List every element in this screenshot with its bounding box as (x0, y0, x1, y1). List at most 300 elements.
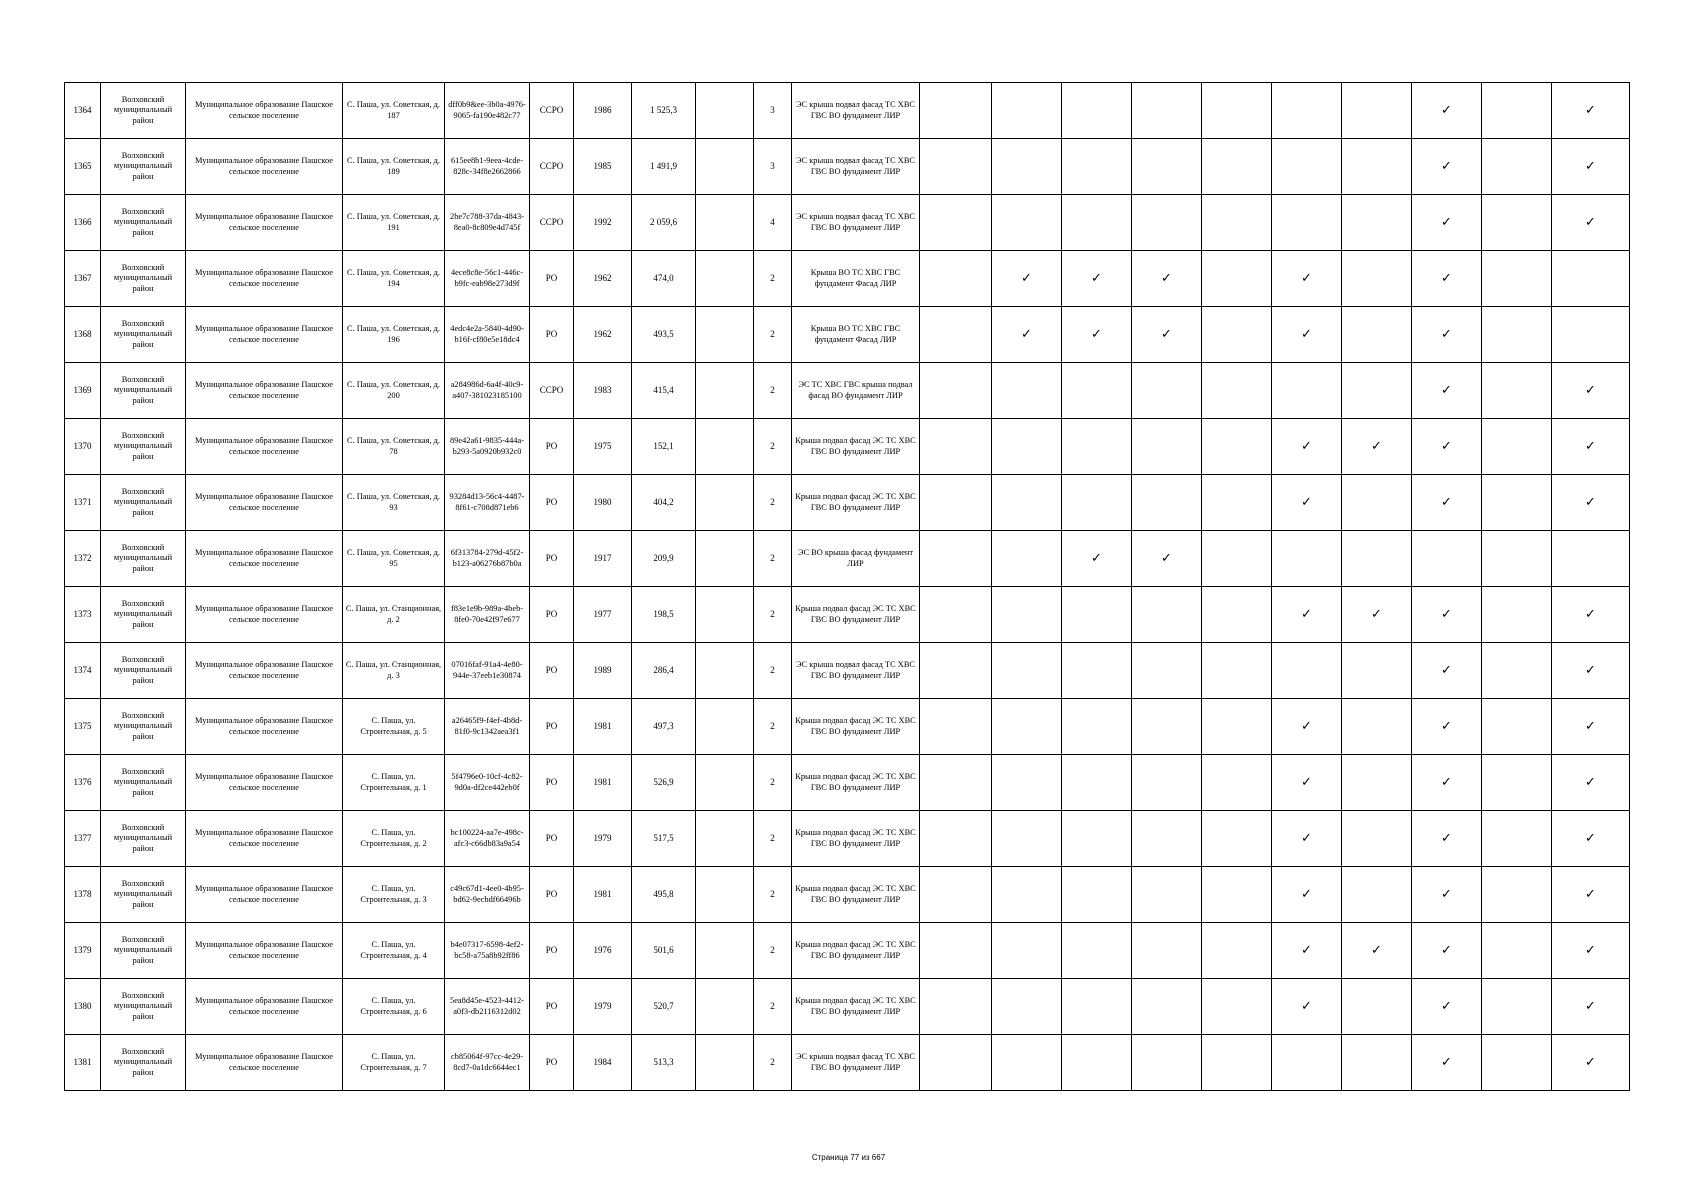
district-cell: Волховский муниципальный район (101, 755, 186, 811)
work-check-6 (1272, 251, 1342, 307)
floors-cell: 2 (754, 307, 792, 363)
fund-type-cell: РО (530, 587, 574, 643)
work-check-5 (1202, 531, 1272, 587)
table-row (65, 251, 1630, 307)
fund-type-cell: РО (530, 643, 574, 699)
work-check-8 (1412, 195, 1482, 251)
area-cell: 501,6 (632, 923, 696, 979)
work-check-8 (1412, 83, 1482, 139)
row-number: 1372 (65, 531, 101, 587)
empty-cell (696, 531, 754, 587)
work-check-7 (1342, 643, 1412, 699)
work-check-7 (1342, 979, 1412, 1035)
check-mark-icon: ✓ (1585, 774, 1596, 790)
work-check-7 (1342, 419, 1412, 475)
empty-cell (696, 979, 754, 1035)
work-check-9 (1482, 1035, 1552, 1091)
work-check-3 (1062, 83, 1132, 139)
works-cell: Крыша подвал фасад ЭС ТС ХВС ГВС ВО фундамент ЛИР (792, 419, 920, 475)
work-check-6 (1272, 1035, 1342, 1091)
address-cell: С. Паша, ул. Советская, д. 200 (343, 363, 445, 419)
work-check-5 (1202, 475, 1272, 531)
work-check-7 (1342, 923, 1412, 979)
work-check-4 (1132, 1035, 1202, 1091)
row-number: 1376 (65, 755, 101, 811)
check-mark-icon: ✓ (1441, 382, 1452, 398)
work-check-8 (1412, 979, 1482, 1035)
empty-cell (696, 307, 754, 363)
empty-cell (696, 83, 754, 139)
work-check-5 (1202, 587, 1272, 643)
district-cell: Волховский муниципальный район (101, 643, 186, 699)
check-mark-icon: ✓ (1441, 494, 1452, 510)
area-cell: 198,5 (632, 587, 696, 643)
work-check-2 (992, 1035, 1062, 1091)
district-cell: Волховский муниципальный район (101, 139, 186, 195)
works-cell: ЭС крыша подвал фасад ТС ХВС ГВС ВО фундамент ЛИР (792, 643, 920, 699)
works-cell: ЭС крыша подвал фасад ТС ХВС ГВС ВО фундамент ЛИР (792, 83, 920, 139)
work-check-10 (1552, 83, 1630, 139)
work-check-6 (1272, 475, 1342, 531)
municipality-cell: Муниципальное образование Пашское сельское поселение (186, 419, 343, 475)
check-mark-icon: ✓ (1091, 550, 1102, 566)
work-check-5 (1202, 251, 1272, 307)
empty-cell (696, 755, 754, 811)
row-number: 1364 (65, 83, 101, 139)
district-cell: Волховский муниципальный район (101, 475, 186, 531)
district-cell: Волховский муниципальный район (101, 979, 186, 1035)
area-cell: 474,0 (632, 251, 696, 307)
row-number: 1381 (65, 1035, 101, 1091)
fund-type-cell: РО (530, 699, 574, 755)
district-cell: Волховский муниципальный район (101, 923, 186, 979)
work-check-5 (1202, 979, 1272, 1035)
row-number: 1375 (65, 699, 101, 755)
table-row (65, 1035, 1630, 1091)
work-check-2 (992, 755, 1062, 811)
work-check-2 (992, 195, 1062, 251)
fund-type-cell: РО (530, 475, 574, 531)
work-check-6 (1272, 419, 1342, 475)
row-number: 1370 (65, 419, 101, 475)
work-check-1 (920, 139, 992, 195)
fund-type-cell: РО (530, 811, 574, 867)
work-check-7 (1342, 195, 1412, 251)
check-mark-icon: ✓ (1585, 438, 1596, 454)
work-check-7 (1342, 307, 1412, 363)
check-mark-icon: ✓ (1441, 718, 1452, 734)
guid-cell: 5ea8d45e-4523-4412-a0f3-db2116312d02 (445, 979, 530, 1035)
works-cell: Крыша подвал фасад ЭС ТС ХВС ГВС ВО фундамент ЛИР (792, 867, 920, 923)
check-mark-icon: ✓ (1585, 606, 1596, 622)
table-body (65, 83, 1630, 1091)
address-cell: С. Паша, ул. Советская, д. 189 (343, 139, 445, 195)
row-number: 1366 (65, 195, 101, 251)
works-cell: Крыша подвал фасад ЭС ТС ХВС ГВС ВО фундамент ЛИР (792, 475, 920, 531)
table-row (65, 531, 1630, 587)
works-cell: ЭС крыша подвал фасад ТС ХВС ГВС ВО фундамент ЛИР (792, 139, 920, 195)
area-cell: 286,4 (632, 643, 696, 699)
work-check-5 (1202, 699, 1272, 755)
check-mark-icon: ✓ (1441, 998, 1452, 1014)
work-check-1 (920, 83, 992, 139)
row-number: 1371 (65, 475, 101, 531)
address-cell: С. Паша, ул. Советская, д. 78 (343, 419, 445, 475)
work-check-2 (992, 923, 1062, 979)
check-mark-icon: ✓ (1441, 326, 1452, 342)
check-mark-icon: ✓ (1585, 102, 1596, 118)
year-cell: 1989 (574, 643, 632, 699)
row-number: 1373 (65, 587, 101, 643)
empty-cell (696, 867, 754, 923)
floors-cell: 2 (754, 643, 792, 699)
fund-type-cell: ССРО (530, 83, 574, 139)
area-cell: 497,3 (632, 699, 696, 755)
check-mark-icon: ✓ (1301, 438, 1312, 454)
address-cell: С. Паша, ул. Станционная, д. 3 (343, 643, 445, 699)
work-check-8 (1412, 811, 1482, 867)
work-check-4 (1132, 531, 1202, 587)
address-cell: С. Паша, ул. Строительная, д. 3 (343, 867, 445, 923)
guid-cell: 07016faf-91a4-4e80-944e-37eeb1e30874 (445, 643, 530, 699)
row-number: 1374 (65, 643, 101, 699)
work-check-6 (1272, 811, 1342, 867)
work-check-4 (1132, 139, 1202, 195)
works-cell: Крыша подвал фасад ЭС ТС ХВС ГВС ВО фундамент ЛИР (792, 923, 920, 979)
work-check-8 (1412, 1035, 1482, 1091)
work-check-10 (1552, 251, 1630, 307)
floors-cell: 2 (754, 755, 792, 811)
work-check-5 (1202, 419, 1272, 475)
check-mark-icon: ✓ (1585, 214, 1596, 230)
check-mark-icon: ✓ (1441, 438, 1452, 454)
floors-cell: 2 (754, 1035, 792, 1091)
table-row (65, 699, 1630, 755)
work-check-2 (992, 139, 1062, 195)
empty-cell (696, 363, 754, 419)
check-mark-icon: ✓ (1441, 214, 1452, 230)
fund-type-cell: РО (530, 923, 574, 979)
district-cell: Волховский муниципальный район (101, 195, 186, 251)
address-cell: С. Паша, ул. Советская, д. 95 (343, 531, 445, 587)
work-check-2 (992, 811, 1062, 867)
address-cell: С. Паша, ул. Советская, д. 194 (343, 251, 445, 307)
work-check-1 (920, 699, 992, 755)
work-check-3 (1062, 643, 1132, 699)
table-row (65, 83, 1630, 139)
fund-type-cell: РО (530, 531, 574, 587)
check-mark-icon: ✓ (1301, 998, 1312, 1014)
municipality-cell: Муниципальное образование Пашское сельское поселение (186, 83, 343, 139)
work-check-10 (1552, 587, 1630, 643)
work-check-1 (920, 811, 992, 867)
floors-cell: 2 (754, 699, 792, 755)
address-cell: С. Паша, ул. Строительная, д. 1 (343, 755, 445, 811)
works-cell: Крыша ВО ТС ХВС ГВС фундамент Фасад ЛИР (792, 251, 920, 307)
municipality-cell: Муниципальное образование Пашское сельское поселение (186, 195, 343, 251)
work-check-2 (992, 307, 1062, 363)
work-check-8 (1412, 475, 1482, 531)
work-check-4 (1132, 867, 1202, 923)
check-mark-icon: ✓ (1585, 998, 1596, 1014)
work-check-5 (1202, 643, 1272, 699)
work-check-2 (992, 643, 1062, 699)
work-check-5 (1202, 755, 1272, 811)
work-check-5 (1202, 811, 1272, 867)
district-cell: Волховский муниципальный район (101, 307, 186, 363)
work-check-1 (920, 419, 992, 475)
work-check-9 (1482, 531, 1552, 587)
work-check-10 (1552, 139, 1630, 195)
work-check-4 (1132, 475, 1202, 531)
area-cell: 1 525,3 (632, 83, 696, 139)
year-cell: 1983 (574, 363, 632, 419)
work-check-9 (1482, 419, 1552, 475)
area-cell: 2 059,6 (632, 195, 696, 251)
check-mark-icon: ✓ (1585, 382, 1596, 398)
floors-cell: 2 (754, 979, 792, 1035)
check-mark-icon: ✓ (1441, 1054, 1452, 1070)
works-cell: Крыша подвал фасад ЭС ТС ХВС ГВС ВО фундамент ЛИР (792, 755, 920, 811)
work-check-2 (992, 531, 1062, 587)
municipality-cell: Муниципальное образование Пашское сельское поселение (186, 587, 343, 643)
work-check-9 (1482, 699, 1552, 755)
address-cell: С. Паша, ул. Станционная, д. 2 (343, 587, 445, 643)
guid-cell: a284986d-6a4f-40c9-a407-381023185100 (445, 363, 530, 419)
work-check-1 (920, 307, 992, 363)
check-mark-icon: ✓ (1301, 942, 1312, 958)
district-cell: Волховский муниципальный район (101, 531, 186, 587)
check-mark-icon: ✓ (1301, 718, 1312, 734)
fund-type-cell: РО (530, 419, 574, 475)
work-check-8 (1412, 307, 1482, 363)
work-check-8 (1412, 643, 1482, 699)
check-mark-icon: ✓ (1301, 270, 1312, 286)
work-check-1 (920, 531, 992, 587)
year-cell: 1976 (574, 923, 632, 979)
work-check-6 (1272, 531, 1342, 587)
work-check-4 (1132, 699, 1202, 755)
table-row (65, 755, 1630, 811)
row-number: 1369 (65, 363, 101, 419)
work-check-2 (992, 979, 1062, 1035)
fund-type-cell: РО (530, 867, 574, 923)
address-cell: С. Паша, ул. Советская, д. 187 (343, 83, 445, 139)
work-check-1 (920, 363, 992, 419)
work-check-7 (1342, 699, 1412, 755)
work-check-3 (1062, 867, 1132, 923)
guid-cell: c49c67d1-4ee0-4b95-bd62-9ecbdf66496b (445, 867, 530, 923)
table-row (65, 811, 1630, 867)
guid-cell: 89e42a61-9835-444a-b293-5a0920b932c0 (445, 419, 530, 475)
work-check-5 (1202, 363, 1272, 419)
work-check-4 (1132, 643, 1202, 699)
address-cell: С. Паша, ул. Строительная, д. 6 (343, 979, 445, 1035)
area-cell: 493,5 (632, 307, 696, 363)
empty-cell (696, 699, 754, 755)
work-check-6 (1272, 195, 1342, 251)
area-cell: 404,2 (632, 475, 696, 531)
work-check-6 (1272, 699, 1342, 755)
municipality-cell: Муниципальное образование Пашское сельское поселение (186, 139, 343, 195)
work-check-8 (1412, 587, 1482, 643)
district-cell: Волховский муниципальный район (101, 251, 186, 307)
work-check-9 (1482, 867, 1552, 923)
area-cell: 520,7 (632, 979, 696, 1035)
work-check-6 (1272, 139, 1342, 195)
work-check-2 (992, 363, 1062, 419)
work-check-4 (1132, 755, 1202, 811)
check-mark-icon: ✓ (1371, 606, 1382, 622)
guid-cell: cb85064f-97cc-4e29-8cd7-0a1dc6644ec1 (445, 1035, 530, 1091)
row-number: 1378 (65, 867, 101, 923)
work-check-6 (1272, 83, 1342, 139)
work-check-3 (1062, 755, 1132, 811)
work-check-9 (1482, 923, 1552, 979)
municipality-cell: Муниципальное образование Пашское сельское поселение (186, 307, 343, 363)
work-check-8 (1412, 755, 1482, 811)
work-check-3 (1062, 587, 1132, 643)
guid-cell: 615ee8b1-9eea-4cde-828c-34f8e2662866 (445, 139, 530, 195)
work-check-4 (1132, 83, 1202, 139)
check-mark-icon: ✓ (1371, 438, 1382, 454)
check-mark-icon: ✓ (1301, 494, 1312, 510)
row-number: 1379 (65, 923, 101, 979)
year-cell: 1984 (574, 1035, 632, 1091)
empty-cell (696, 1035, 754, 1091)
guid-cell: dff0b9&ee-3b0a-4976-9065-fa190e482c77 (445, 83, 530, 139)
year-cell: 1985 (574, 139, 632, 195)
year-cell: 1986 (574, 83, 632, 139)
year-cell: 1980 (574, 475, 632, 531)
work-check-6 (1272, 643, 1342, 699)
work-check-4 (1132, 979, 1202, 1035)
municipality-cell: Муниципальное образование Пашское сельское поселение (186, 979, 343, 1035)
check-mark-icon: ✓ (1585, 494, 1596, 510)
check-mark-icon: ✓ (1585, 158, 1596, 174)
work-check-10 (1552, 475, 1630, 531)
floors-cell: 2 (754, 587, 792, 643)
works-cell: Крыша ВО ТС ХВС ГВС фундамент Фасад ЛИР (792, 307, 920, 363)
work-check-7 (1342, 755, 1412, 811)
year-cell: 1981 (574, 699, 632, 755)
year-cell: 1992 (574, 195, 632, 251)
guid-cell: bc100224-aa7e-498c-afc3-c66db83a9a54 (445, 811, 530, 867)
work-check-8 (1412, 419, 1482, 475)
municipality-cell: Муниципальное образование Пашское сельское поселение (186, 755, 343, 811)
address-cell: С. Паша, ул. Советская, д. 93 (343, 475, 445, 531)
work-check-2 (992, 587, 1062, 643)
work-check-4 (1132, 587, 1202, 643)
check-mark-icon: ✓ (1441, 886, 1452, 902)
check-mark-icon: ✓ (1091, 326, 1102, 342)
fund-type-cell: РО (530, 1035, 574, 1091)
work-check-2 (992, 419, 1062, 475)
check-mark-icon: ✓ (1585, 662, 1596, 678)
work-check-1 (920, 1035, 992, 1091)
check-mark-icon: ✓ (1021, 270, 1032, 286)
work-check-4 (1132, 251, 1202, 307)
municipality-cell: Муниципальное образование Пашское сельское поселение (186, 251, 343, 307)
work-check-10 (1552, 979, 1630, 1035)
work-check-9 (1482, 251, 1552, 307)
work-check-4 (1132, 419, 1202, 475)
fund-type-cell: ССРО (530, 139, 574, 195)
empty-cell (696, 195, 754, 251)
check-mark-icon: ✓ (1441, 270, 1452, 286)
work-check-6 (1272, 307, 1342, 363)
fund-type-cell: РО (530, 307, 574, 363)
table-row (65, 587, 1630, 643)
year-cell: 1962 (574, 251, 632, 307)
row-number: 1380 (65, 979, 101, 1035)
work-check-5 (1202, 83, 1272, 139)
work-check-10 (1552, 811, 1630, 867)
district-cell: Волховский муниципальный район (101, 363, 186, 419)
empty-cell (696, 139, 754, 195)
guid-cell: a26465f9-f4ef-4b8d-81f0-9c1342aea3f1 (445, 699, 530, 755)
works-cell: ЭС ТС ХВС ГВС крыша подвал фасад ВО фундамент ЛИР (792, 363, 920, 419)
work-check-10 (1552, 195, 1630, 251)
row-number: 1367 (65, 251, 101, 307)
check-mark-icon: ✓ (1441, 662, 1452, 678)
floors-cell: 3 (754, 139, 792, 195)
guid-cell: f83e1e9b-989a-4beb-8fe0-70e42f97e677 (445, 587, 530, 643)
work-check-6 (1272, 587, 1342, 643)
district-cell: Волховский муниципальный район (101, 699, 186, 755)
work-check-9 (1482, 755, 1552, 811)
work-check-1 (920, 251, 992, 307)
area-cell: 517,5 (632, 811, 696, 867)
guid-cell: 93284d13-56c4-4487-8f61-c708d871eb6 (445, 475, 530, 531)
guid-cell: 6f313784-279d-45f2-b123-a06276b87b0a (445, 531, 530, 587)
work-check-9 (1482, 811, 1552, 867)
work-check-3 (1062, 475, 1132, 531)
work-check-2 (992, 867, 1062, 923)
floors-cell: 2 (754, 419, 792, 475)
table-row (65, 867, 1630, 923)
area-cell: 209,9 (632, 531, 696, 587)
check-mark-icon: ✓ (1441, 158, 1452, 174)
work-check-9 (1482, 195, 1552, 251)
work-check-10 (1552, 363, 1630, 419)
address-cell: С. Паша, ул. Строительная, д. 4 (343, 923, 445, 979)
works-cell: Крыша подвал фасад ЭС ТС ХВС ГВС ВО фундамент ЛИР (792, 699, 920, 755)
work-check-5 (1202, 139, 1272, 195)
work-check-2 (992, 83, 1062, 139)
fund-type-cell: ССРО (530, 363, 574, 419)
work-check-8 (1412, 867, 1482, 923)
floors-cell: 2 (754, 531, 792, 587)
work-check-4 (1132, 923, 1202, 979)
municipality-cell: Муниципальное образование Пашское сельское поселение (186, 643, 343, 699)
empty-cell (696, 475, 754, 531)
empty-cell (696, 587, 754, 643)
work-check-9 (1482, 83, 1552, 139)
work-check-10 (1552, 755, 1630, 811)
works-cell: Крыша подвал фасад ЭС ТС ХВС ГВС ВО фундамент ЛИР (792, 811, 920, 867)
work-check-9 (1482, 587, 1552, 643)
year-cell: 1977 (574, 587, 632, 643)
check-mark-icon: ✓ (1585, 942, 1596, 958)
area-cell: 513,3 (632, 1035, 696, 1091)
check-mark-icon: ✓ (1585, 1054, 1596, 1070)
municipality-cell: Муниципальное образование Пашское сельское поселение (186, 699, 343, 755)
fund-type-cell: РО (530, 979, 574, 1035)
floors-cell: 2 (754, 475, 792, 531)
check-mark-icon: ✓ (1585, 830, 1596, 846)
address-cell: С. Паша, ул. Строительная, д. 7 (343, 1035, 445, 1091)
